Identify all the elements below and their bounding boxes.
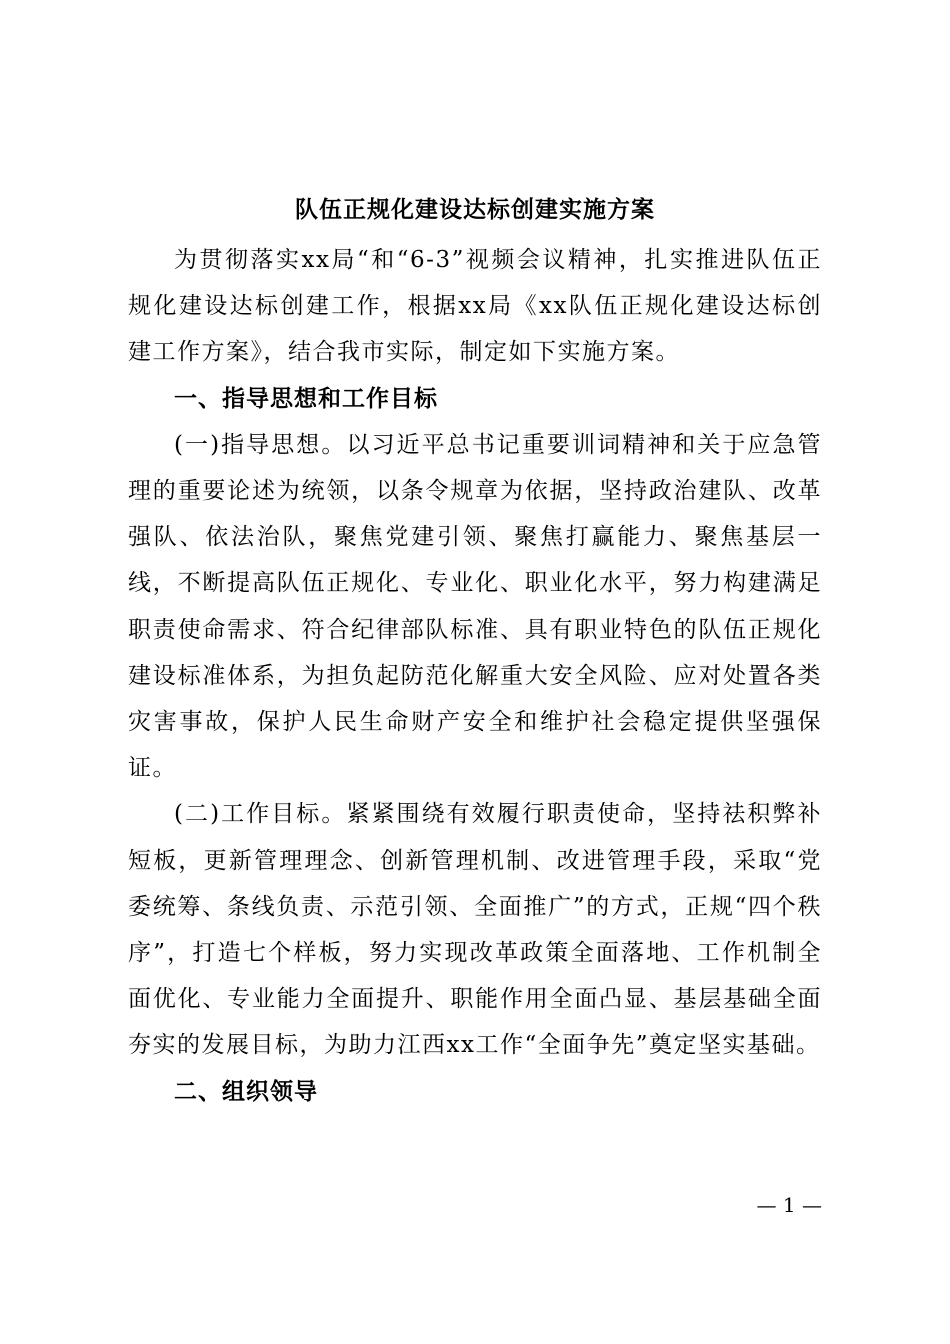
work-goal-paragraph [128, 791, 822, 1068]
section-heading-organization: 二、组织领导 [174, 1078, 318, 1105]
document-body [128, 237, 822, 1115]
guiding-ideology-text: 以习近平总书记重要训词精神和关于应急管理的重要论述为统领，以条令规章为依据，坚持政治建队、改革强队、依法治队，聚焦党建引领、聚焦打赢能力、聚焦基层一线，不断提高队伍正规化、专业化、职业化水平，努力构建满足职责使命需求、符合纪律部队标准、具有职业特色的队伍正规化建设标准体系，为担负起防范化解重大安全风险、应对处置各类灾害事故，保护人民生命财产安全和维护社会稳定提供坚强保证。 [128, 431, 823, 782]
document-title: 队伍正规化建设达标创建实施方案 [295, 197, 655, 223]
page-number: — 1 — [756, 1193, 822, 1217]
guiding-ideology-paragraph [128, 422, 822, 792]
guiding-ideology-lead: (一)指导思想。 [174, 431, 347, 458]
work-goal-lead: (二)工作目标。 [174, 801, 347, 828]
section-heading-guiding-ideology: 一、指导思想和工作目标 [174, 385, 438, 412]
intro-paragraph: 为贯彻落实xx局“和“6-3”视频会议精神，扎实推进队伍正规化建设达标创建工作，根据xx局《xx队伍正规化建设达标创建工作方案》，结合我市实际，制定如下实施方案。 [128, 247, 822, 366]
work-goal-text: 紧紧围绕有效履行职责使命，坚持祛积弊补短板，更新管理理念、创新管理机制、改进管理手段，采取“党委统筹、条线负责、示范引领、全面推广”的方式，正规“四个秩序”，打造七个样板，努力实现改革政策全面落地、工作机制全面优化、专业能力全面提升、职能作用全面凸显、基层基础全面夯实的发展目标，为助力江西xx工作“全面争先”奠定坚实基础。 [128, 801, 823, 1059]
